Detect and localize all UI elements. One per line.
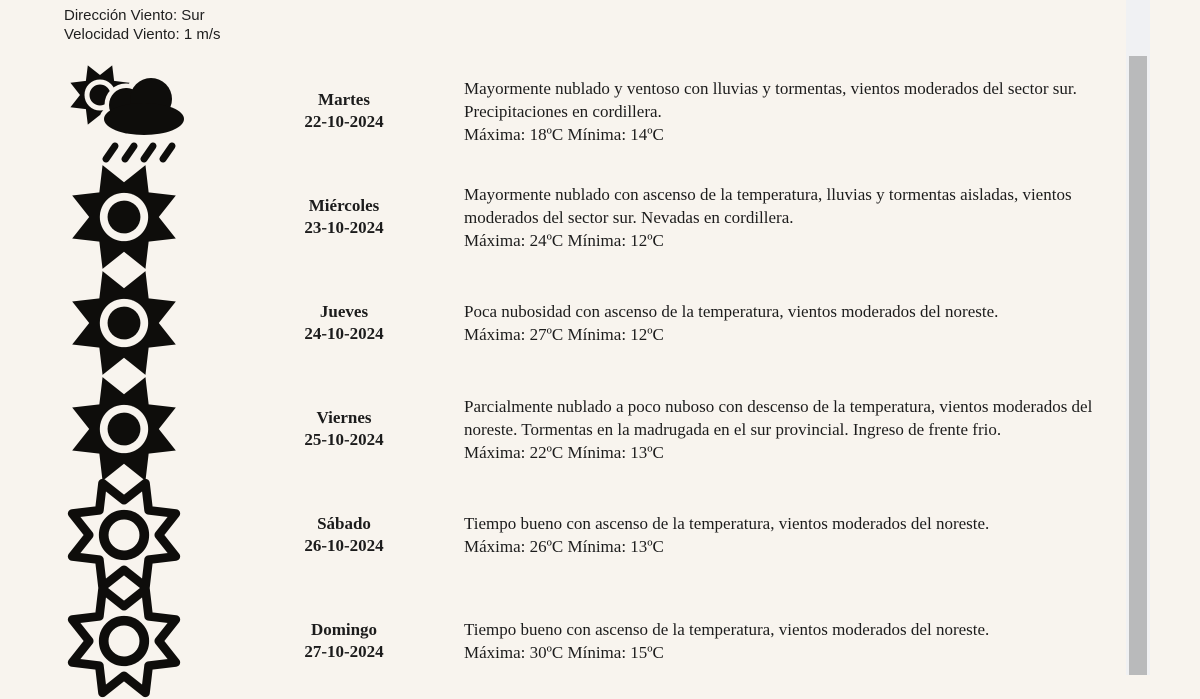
sun-outline-icon: [66, 583, 182, 699]
forecast-row: [64, 270, 1126, 376]
forecast-description: Parcialmente nublado a poco nuboso con descenso de la temperatura, vientos moderados del noreste. Tormentas en la madrugada en el sur provincial. Ingreso de frente frio.: [464, 396, 1093, 439]
forecast-text-cell: [464, 77, 1114, 146]
day-date-cell: [224, 301, 464, 345]
day-date: 26-10-2024: [304, 536, 384, 555]
forecast-text-cell: [464, 300, 1114, 346]
sun-filled-icon: [66, 159, 182, 275]
day-name: Martes: [318, 90, 370, 109]
day-date: 27-10-2024: [304, 642, 384, 661]
scrollbar-thumb[interactable]: [1129, 56, 1147, 675]
forecast-description: Mayormente nublado con ascenso de la temperatura, lluvias y tormentas aisladas, vientos moderados del sector sur. Nevadas en cordillera.: [464, 184, 1072, 227]
forecast-temps: Máxima: 18ºC Mínima: 14ºC: [464, 124, 664, 144]
sun-outline-icon: [66, 477, 182, 593]
forecast-description: Mayormente nublado y ventoso con lluvias y tormentas, vientos moderados del sector sur. Precipitaciones en cordillera.: [464, 78, 1077, 121]
day-date: 25-10-2024: [304, 430, 384, 449]
day-date-cell: [224, 195, 464, 239]
forecast-text-cell: [464, 395, 1114, 464]
weather-icon-cell: [64, 265, 224, 381]
forecast-description: Tiempo bueno con ascenso de la temperatura, vientos moderados del noreste.: [464, 620, 990, 639]
forecast-row: [64, 482, 1126, 588]
day-date: 24-10-2024: [304, 324, 384, 343]
forecast-description: Tiempo bueno con ascenso de la temperatura, vientos moderados del noreste.: [464, 514, 990, 533]
forecast-temps: Máxima: 26ºC Mínima: 13ºC: [464, 537, 664, 556]
weather-icon-cell: [64, 371, 224, 487]
forecast-row: [64, 164, 1126, 270]
day-date: 22-10-2024: [304, 112, 384, 131]
sun-filled-icon: [66, 371, 182, 487]
wind-info: [0, 0, 1126, 44]
day-date: 23-10-2024: [304, 218, 384, 237]
day-date-cell: [224, 89, 464, 133]
forecast-temps: Máxima: 27ºC Mínima: 12ºC: [464, 325, 664, 344]
wind-speed: Velocidad Viento: 1 m/s: [64, 26, 221, 43]
day-date-cell: [224, 619, 464, 663]
weather-icon-cell: [64, 583, 224, 699]
day-date-cell: [224, 513, 464, 557]
day-name: Viernes: [316, 408, 372, 427]
sun-behind-rain-cloud-icon: [66, 59, 190, 163]
sun-filled-icon: [66, 265, 182, 381]
weather-icon-cell: [64, 159, 224, 275]
scrollbar-track[interactable]: [1126, 0, 1150, 675]
forecast-temps: Máxima: 30ºC Mínima: 15ºC: [464, 643, 664, 662]
forecast-row: [64, 376, 1126, 482]
forecast-row: [64, 58, 1126, 164]
forecast-temps: Máxima: 24ºC Mínima: 12ºC: [464, 230, 664, 250]
weather-icon-cell: [64, 477, 224, 593]
forecast-text-cell: [464, 183, 1114, 252]
weather-icon-cell: [64, 59, 224, 163]
wind-direction: Dirección Viento: Sur: [64, 7, 205, 24]
forecast-list: [64, 58, 1126, 694]
forecast-text-cell: [464, 512, 1114, 558]
day-name: Jueves: [319, 302, 369, 321]
forecast-description: Poca nubosidad con ascenso de la temperatura, vientos moderados del noreste.: [464, 302, 999, 321]
day-name: Sábado: [317, 514, 371, 533]
day-name: Miércoles: [308, 196, 380, 215]
forecast-temps: Máxima: 22ºC Mínima: 13ºC: [464, 442, 664, 462]
forecast-text-cell: [464, 618, 1114, 664]
forecast-row: [64, 588, 1126, 694]
day-date-cell: [224, 407, 464, 451]
day-name: Domingo: [310, 620, 378, 639]
